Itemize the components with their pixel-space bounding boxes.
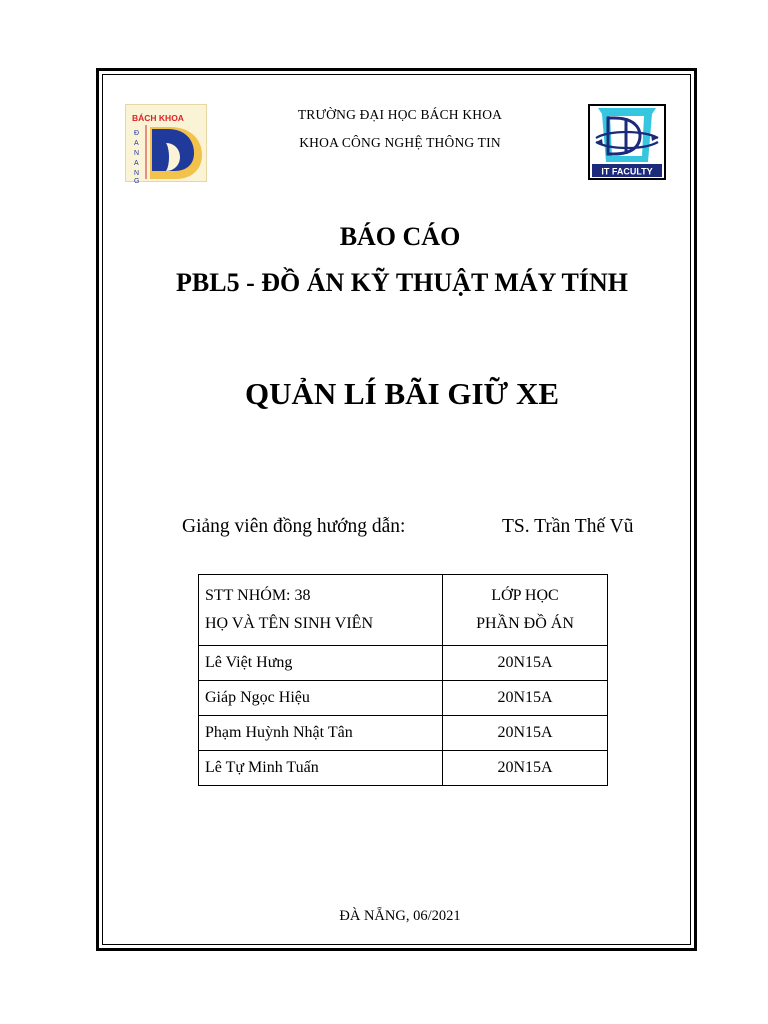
- advisor-name: TS. Trần Thế Vũ: [502, 516, 634, 537]
- member-table: [198, 574, 608, 786]
- it-faculty-logo: [588, 104, 666, 180]
- faculty-name: KHOA CÔNG NGHỆ THÔNG TIN: [299, 135, 501, 150]
- class-header-line2: PHẦN ĐỒ ÁN: [476, 615, 574, 632]
- logo-text-top: BÁCH KHOA: [132, 113, 184, 123]
- it-faculty-logo-graphic: [588, 104, 666, 180]
- bach-khoa-logo: [125, 104, 207, 185]
- report-title: BÁO CÁO: [339, 222, 461, 251]
- class-header-line1: LỚP HỌC: [491, 587, 559, 604]
- course-title: PBL5 - ĐỒ ÁN KỸ THUẬT MÁY TÍNH: [176, 268, 628, 297]
- table-row: [199, 751, 608, 786]
- project-title: QUẢN LÍ BÃI GIỮ XE: [244, 376, 560, 411]
- student-class: 20N15A: [443, 716, 608, 751]
- student-name: Lê Tự Minh Tuấn: [199, 751, 443, 786]
- table-row: [199, 716, 608, 751]
- student-name: Giáp Ngọc Hiệu: [199, 681, 443, 716]
- svg-text:N: N: [134, 170, 140, 177]
- student-name-header: HỌ VÀ TÊN SINH VIÊN: [205, 615, 373, 632]
- svg-text:Đ: Đ: [134, 130, 140, 137]
- it-faculty-caption: IT FACULTY: [601, 166, 653, 177]
- table-row: [199, 646, 608, 681]
- student-class: 20N15A: [443, 681, 608, 716]
- page-border-inner: [102, 74, 691, 945]
- advisor-label: Giảng viên đồng hướng dẫn:: [182, 516, 406, 537]
- group-number-label: STT NHÓM: 38: [205, 587, 311, 604]
- svg-text:A: A: [134, 140, 139, 147]
- place-date: ĐÀ NẴNG, 06/2021: [339, 908, 461, 924]
- table-header-row: [199, 575, 608, 646]
- student-name: Lê Việt Hưng: [199, 646, 443, 681]
- svg-text:N: N: [134, 150, 140, 157]
- table-row: [199, 681, 608, 716]
- svg-text:A: A: [134, 160, 139, 167]
- header-class-cell: [443, 575, 608, 646]
- svg-text:G: G: [134, 178, 140, 185]
- header-student-cell: [199, 575, 443, 646]
- student-name: Phạm Huỳnh Nhật Tân: [199, 716, 443, 751]
- bach-khoa-logo-graphic: [126, 105, 206, 185]
- student-class: 20N15A: [443, 751, 608, 786]
- school-name: TRƯỜNG ĐẠI HỌC BÁCH KHOA: [297, 107, 503, 122]
- student-class: 20N15A: [443, 646, 608, 681]
